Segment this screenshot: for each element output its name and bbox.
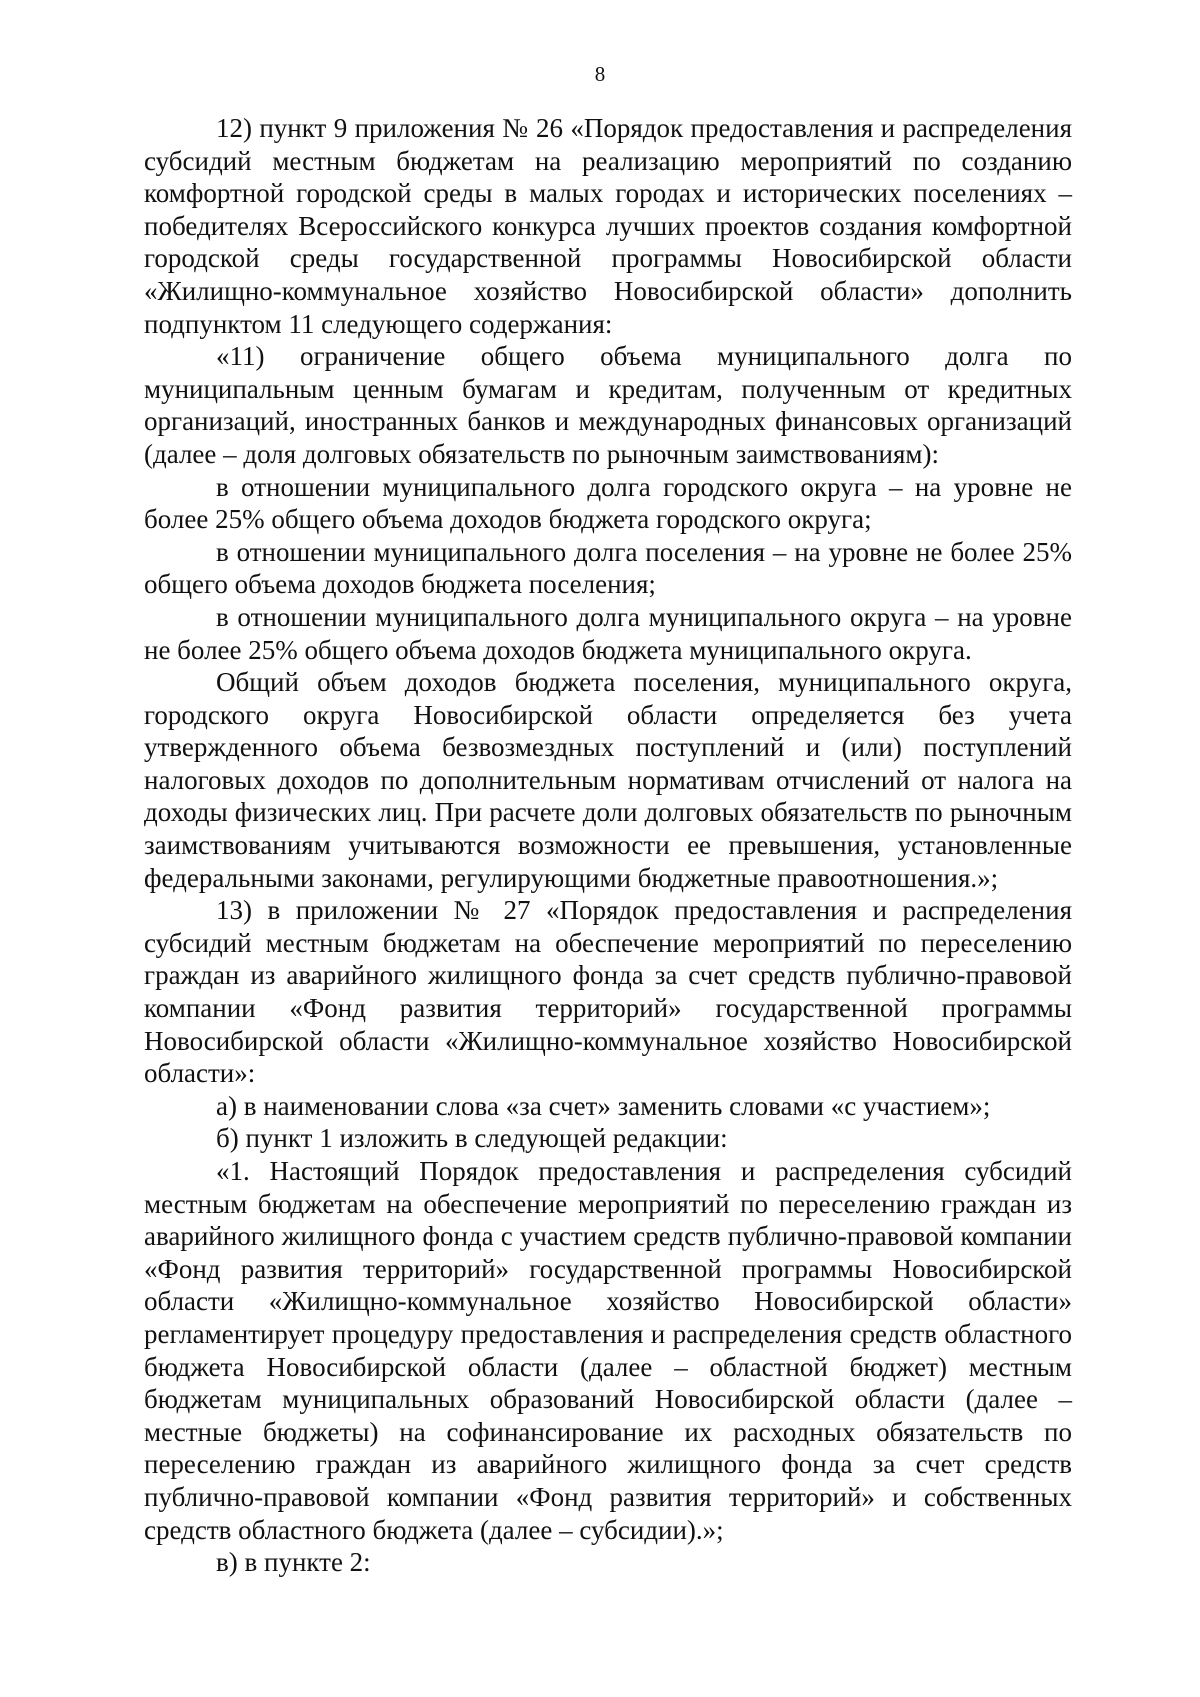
- paragraph-subitem-11: «11) ограничение общего объема муниципального долга по муниципальным ценным бумагам и кредитам, полученным от кредитных организаций, иностранных банков и международных финансовых организаций (далее – доля долговых обязательств по рыночным заимствованиям):: [144, 341, 1072, 469]
- paragraph-subitem-v: в) в пункте 2:: [216, 1547, 371, 1578]
- paragraph-subitem-a: а) в наименовании слова «за счет» заменить словами «с участием»;: [216, 1090, 991, 1121]
- paragraph-settlement-debt: в отношении муниципального долга поселения – на уровне не более 25% общего объема доходов бюджета поселения;: [144, 536, 1072, 600]
- paragraph-subitem-b: б) пункт 1 изложить в следующей редакции:: [216, 1123, 728, 1154]
- paragraph-municipal-district-debt: в отношении муниципального долга муниципального округа – на уровне не более 25% общего объема доходов бюджета муниципального округа.: [144, 601, 1072, 665]
- paragraph-city-district-debt: в отношении муниципального долга городского округа – на уровне не более 25% общего объема доходов бюджета городского округа;: [144, 471, 1072, 535]
- paragraph-total-revenue: Общий объем доходов бюджета поселения, муниципального округа, городского округа Новосибирской области определяется без учета утвержденного объема безвозмездных поступлений и (или) поступлений налоговых доходов по дополнительным нормативам отчислений от налога на доходы физических лиц. При расчете доли долговых обязательств по рыночным заимствованиям учитываются возможности ее превышения, установленные федеральными законами, регулирующими бюджетные правоотношения.»;: [144, 667, 1072, 893]
- paragraph-new-point-1: «1. Настоящий Порядок предоставления и распределения субсидий местным бюджетам на обеспечение мероприятий по переселению граждан из аварийного жилищного фонда с участием средств публично-правовой компании «Фонд развития территорий» государственной программы Новосибирской области «Жилищно-коммунальное хозяйство Новосибирской области» регламентирует процедуру предоставления и распределения средств областного бюджета Новосибирской области (далее – областной бюджет) местным бюджетам муниципальных образований Новосибирской области (далее – местные бюджеты) на софинансирование их расходных обязательств по переселению граждан из аварийного жилищного фонда за счет средств публично-правовой компании «Фонд развития территорий» и собственных средств областного бюджета (далее – субсидии).»;: [144, 1156, 1072, 1545]
- document-body: [144, 112, 1072, 1579]
- page-number: 8: [594, 62, 606, 86]
- paragraph-item-12: 12) пункт 9 приложения № 26 «Порядок предоставления и распределения субсидий местным бюджетам на реализацию мероприятий по созданию комфортной городской среды в малых городах и исторических поселениях – победителях Всероссийского конкурса лучших проектов создания комфортной городской среды государственной программы Новосибирской области «Жилищно-коммунальное хозяйство Новосибирской области» дополнить подпунктом 11 следующего содержания:: [144, 113, 1072, 339]
- paragraph-item-13: 13) в приложении № 27 «Порядок предоставления и распределения субсидий местным бюджетам на обеспечение мероприятий по переселению граждан из аварийного жилищного фонда за счет средств публично-правовой компании «Фонд развития территорий» государственной программы Новосибирской области «Жилищно-коммунальное хозяйство Новосибирской области»:: [144, 895, 1072, 1089]
